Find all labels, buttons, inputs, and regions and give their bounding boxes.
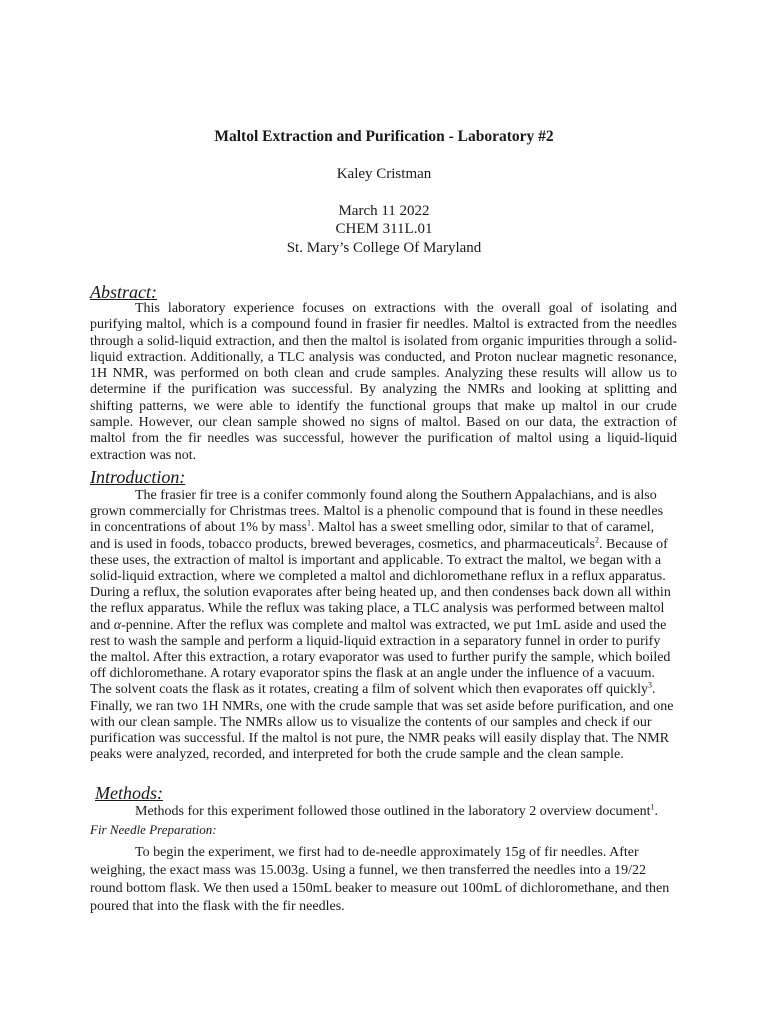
methods-heading: Methods:: [95, 783, 163, 803]
methods-intro-end: .: [654, 804, 659, 819]
intro-part-1: The frasier fir tree is a conifer commonly found along the Southern Appalachians, and is also grown commercially for Christmas trees. Maltol is a phenolic compound that is found in these needles in concentrations of about 1% by mass: [90, 488, 664, 536]
introduction-text: [90, 488, 677, 763]
author-name: Kaley Cristman: [336, 166, 432, 182]
abstract-heading: Abstract:: [90, 282, 157, 302]
citation-2: 2: [595, 534, 599, 544]
abstract-text: This laboratory experience focuses on extractions with the overall goal of isolating and purifying maltol, which is a compound found in frasier fir needles. Maltol is extracted from the needles through a solid-liquid extraction, and then the maltol is isolated from organic impurities through a solid-liquid extraction. Additionally, a TLC analysis was conducted, and Proton nuclear magnetic resonance, 1H NMR, was performed on both clean and crude samples. Analyzing these results will allow us to determine if the purification was successful. By analyzing the NMRs and looking at splitting and shifting patterns, we were able to identify the functional groups that make up maltol in our crude sample. However, our clean sample showed no signs of maltol. Based on our data, the extraction of maltol from the fir needles was successful, however the purification of maltol using a liquid-liquid extraction was not.: [90, 301, 677, 463]
report-date: March 11 2022: [338, 203, 430, 219]
fir-needle-subheading: Fir Needle Preparation:: [90, 822, 217, 837]
methods-citation: 1: [650, 802, 655, 812]
intro-part-5: . Finally, we ran two 1H NMRs, one with the crude sample that was set aside before purification, and one with our clean sample. The NMRs allow us to visualize the contents of our samples and check if our purification was successful. If the maltol is not pure, the NMR peaks will easily display that. The NMR peaks were analyzed, recorded, and interpreted for both the crude sample and the clean sample.: [90, 682, 674, 763]
methods-intro-text: Methods for this experiment followed those outlined in the laboratory 2 overview document: [135, 804, 651, 819]
course-code: CHEM 311L.01: [335, 221, 433, 237]
school-name: St. Mary’s College Of Maryland: [286, 240, 482, 256]
methods-intro: [90, 804, 677, 820]
document-title: Maltol Extraction and Purification - Laboratory #2: [214, 128, 554, 145]
fir-needle-text: To begin the experiment, we first had to de-needle approximately 15g of fir needles. After weighing, the exact mass was 15.003g. Using a funnel, we then transferred the needles into a 19/22 round bottom flask. We then used a 150mL beaker to measure out 100mL of dichloromethane, and then poured that into the flask with the fir needles.: [90, 845, 670, 914]
intro-part-3: . Because of these uses, the extraction of maltol is important and applicable. To extract the maltol, we began with a solid-liquid extraction, where we completed a maltol and dichloromethane reflux in a reflux apparatus. During a reflux, the solution evaporates after being heated up, and then condenses back down all within the reflux apparatus. While the reflux was taking place, a TLC analysis was performed between maltol and: [90, 536, 671, 633]
intro-part-4: -pennine. After the reflux was complete and maltol was extracted, we put 1mL aside and used the rest to wash the sample and perform a liquid-liquid extraction in a separatory funnel in order to purify the maltol. After this extraction, a rotary evaporator was used to further purify the sample, which boiled off dichloromethane. A rotary evaporator spins the flask at an angle under the influence of a vacuum. The solvent coats the flask as it rotates, creating a film of solvent which then evaporates off quickly: [90, 617, 671, 698]
intro-part-2: . Maltol has a sweet smelling odor, similar to that of caramel, and is used in foods, tobacco products, brewed beverages, cosmetics, and pharmaceuticals: [90, 520, 655, 552]
citation-1: 1: [306, 518, 311, 528]
alpha-symbol: α: [113, 617, 122, 633]
citation-3: 3: [648, 680, 653, 690]
introduction-heading: Introduction:: [90, 467, 186, 487]
